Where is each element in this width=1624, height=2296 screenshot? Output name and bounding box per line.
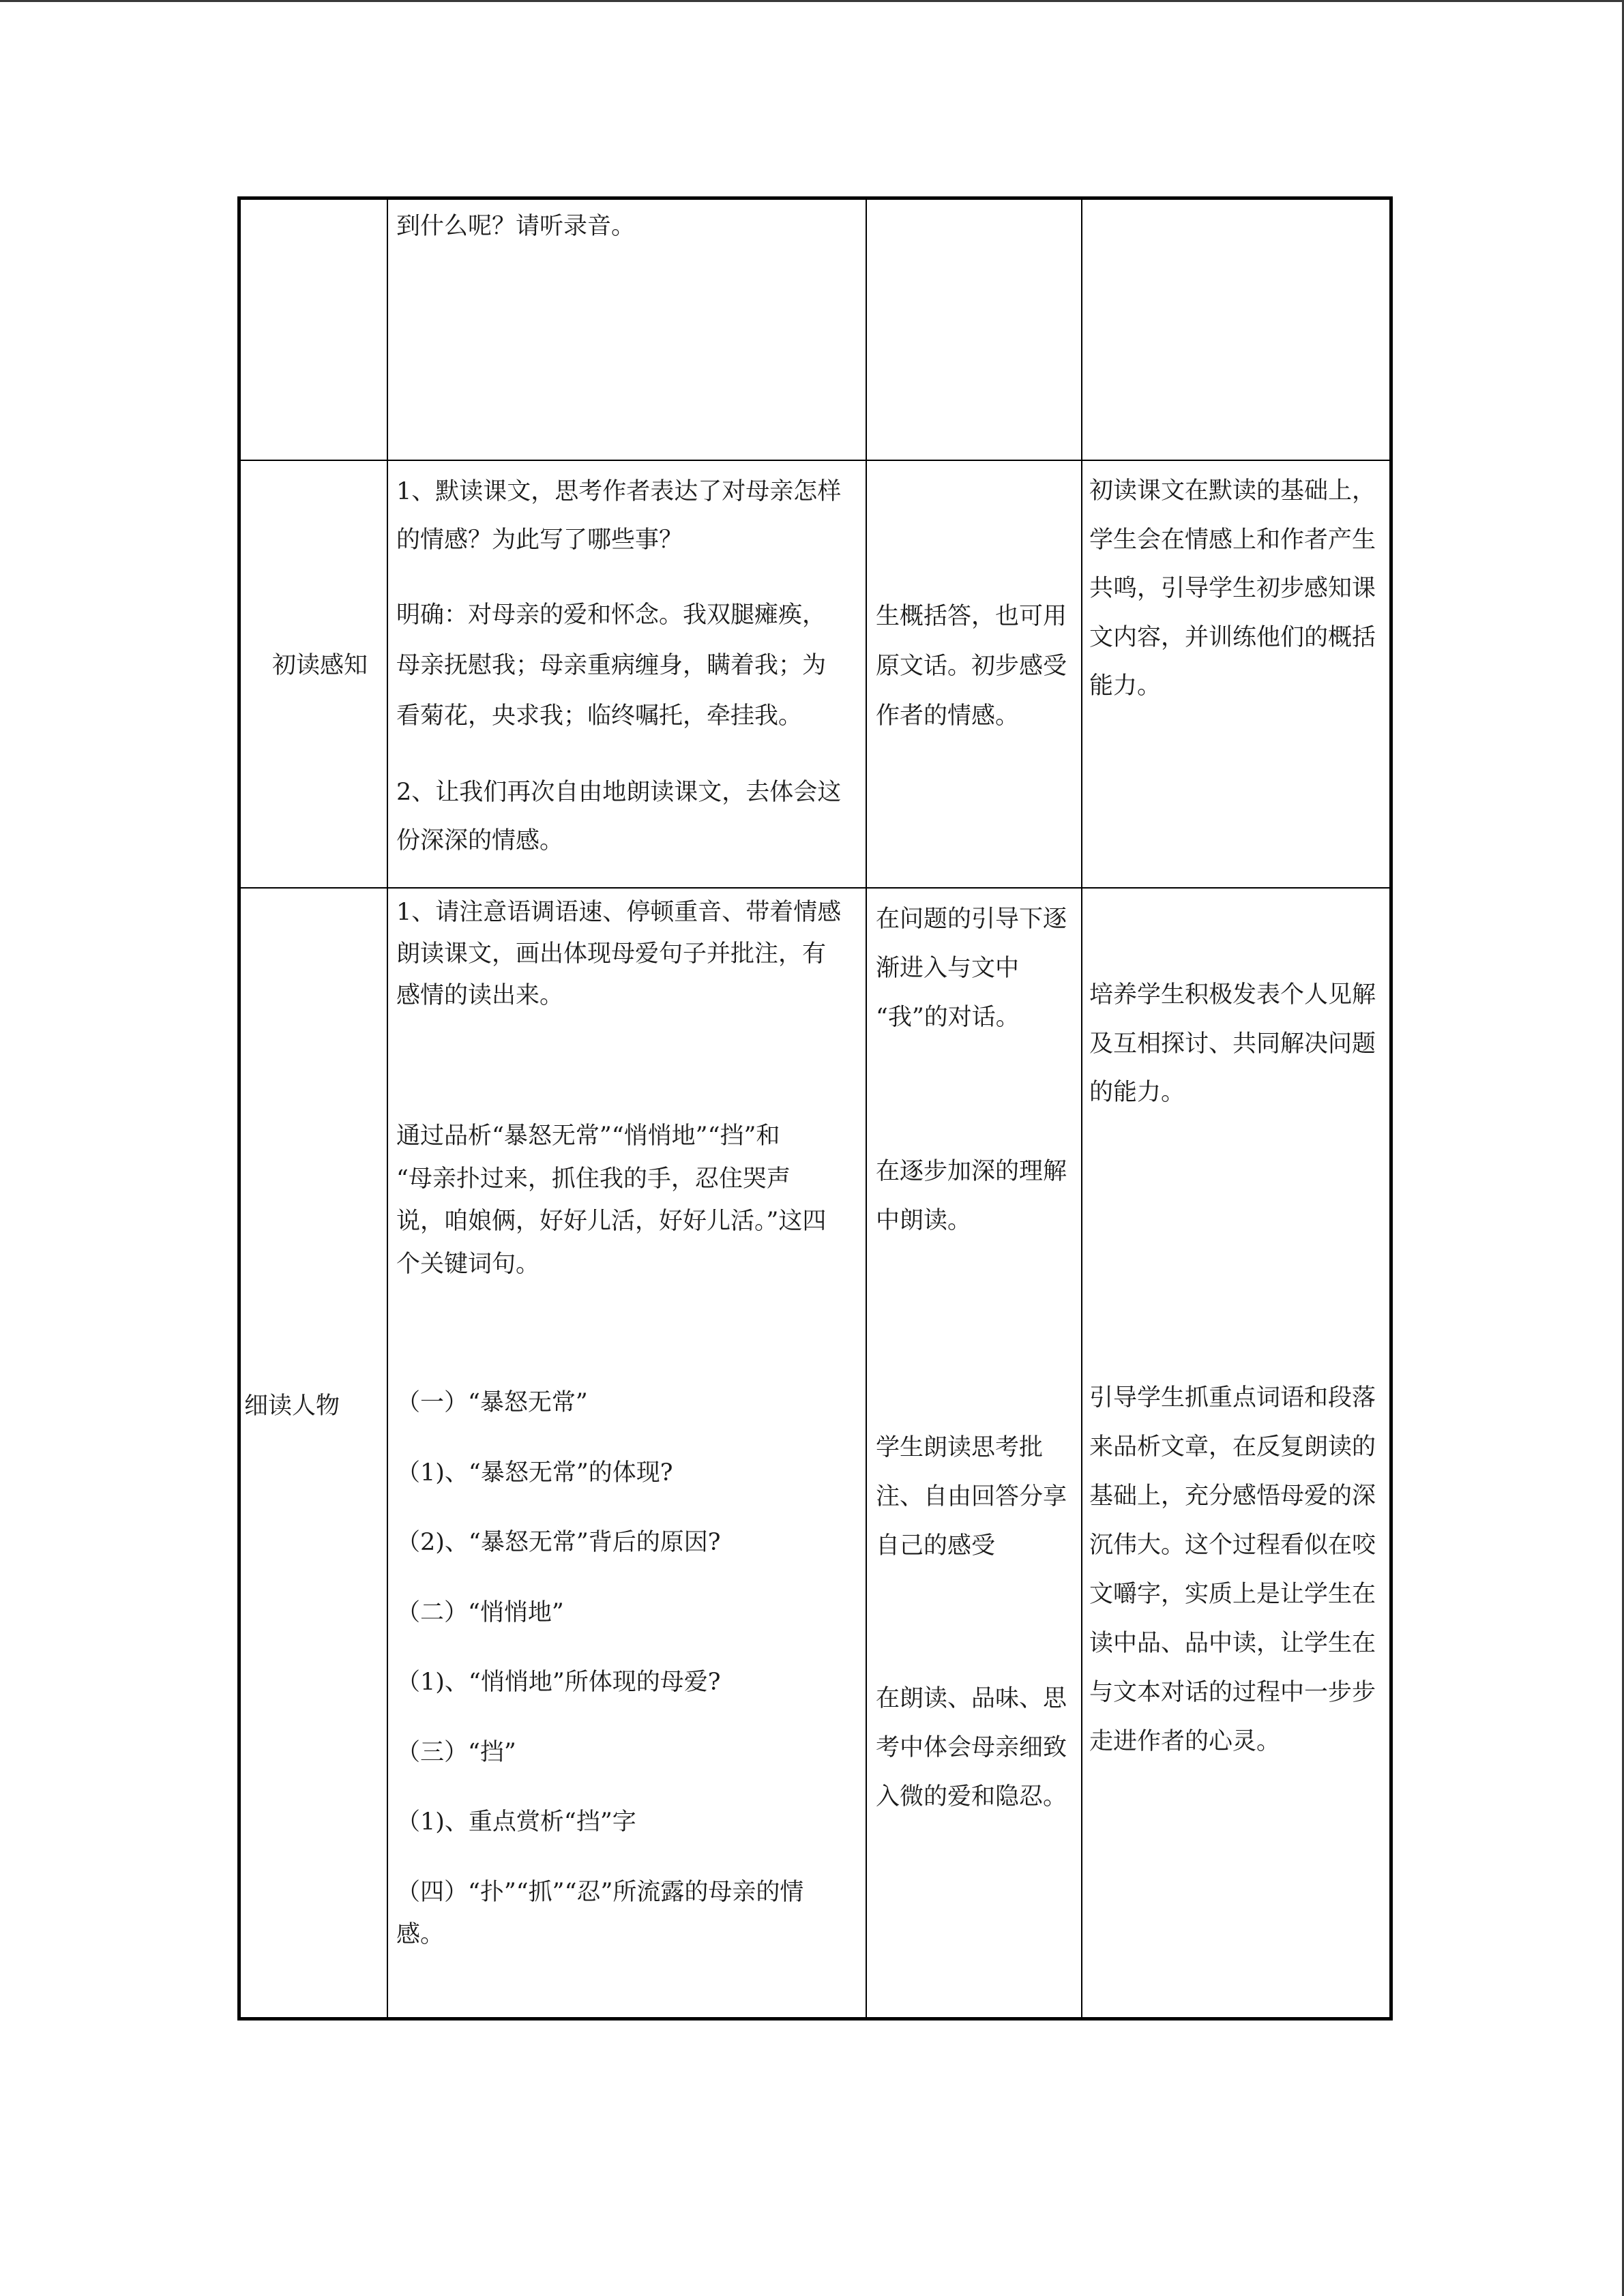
text-line: 引导学生抓重点词语和段落 <box>1089 1384 1376 1412</box>
text-line: 生概括答，也可用 <box>876 603 1067 630</box>
text-line: （2)、“暴怒无常”背后的原因? <box>396 1529 721 1556</box>
text-line: 细读人物 <box>244 1392 340 1420</box>
text-line: 感情的读出来。 <box>396 982 564 1009</box>
text-line: 注、自由回答分享 <box>876 1483 1067 1510</box>
text-line: 通过品析“暴怒无常”“悄悄地”“挡”和 <box>396 1122 780 1150</box>
outline-item <box>396 1592 803 1634</box>
paragraph <box>1089 1373 1376 1766</box>
text-line: 初读课文在默读的基础上， <box>1089 477 1376 505</box>
text-line: （1)、“暴怒无常”的体现? <box>396 1459 673 1487</box>
outline-item <box>396 1731 803 1774</box>
text-line: （一）“暴怒无常” <box>396 1389 588 1416</box>
text-line: （二）“悄悄地” <box>396 1598 564 1626</box>
text-line: “我”的对话。 <box>876 1004 1020 1031</box>
text-line: （1)、“悄悄地”所体现的母爱? <box>396 1669 721 1696</box>
text-line: 自己的感受 <box>876 1532 996 1560</box>
text-line: 基础上，充分感悟母爱的深 <box>1089 1482 1376 1510</box>
text-line: 感。 <box>396 1920 445 1948</box>
text-line: （三）“挡” <box>396 1738 516 1766</box>
text-line: 在朗读、品味、思 <box>876 1685 1067 1712</box>
lesson-plan-table <box>237 196 1393 2021</box>
outline-item <box>396 1452 803 1494</box>
text-line: 沉伟大。这个过程看似在咬 <box>1089 1532 1376 1559</box>
text-line: 入微的爱和隐忍。 <box>876 1783 1067 1810</box>
stage-cell <box>237 887 387 2021</box>
paragraph <box>396 590 826 741</box>
activity-cell <box>387 460 866 887</box>
outline-item <box>396 1871 803 1956</box>
text-line: 文内容，并训练他们的概括 <box>1089 623 1376 651</box>
text-line: （四）“扑”“抓”“忍”所流露的母亲的情 <box>396 1878 804 1906</box>
text-line: 培养学生积极发表个人见解 <box>1089 981 1376 1009</box>
outline-item <box>396 1801 803 1843</box>
text-line: 读中品、品中读，让学生在 <box>1089 1630 1376 1657</box>
text-line: 朗读课文，画出体现母爱句子并批注，有 <box>396 940 827 968</box>
paragraph <box>876 1674 1067 1821</box>
stage-cell <box>237 460 387 887</box>
paragraph <box>1089 467 1376 711</box>
text-line: 到什么呢？请听录音。 <box>396 213 636 240</box>
paragraph <box>396 1115 826 1285</box>
text-line: 个关键词句。 <box>396 1250 540 1278</box>
text-line: 原文话。初步感受 <box>876 653 1067 680</box>
paragraph <box>876 1147 1067 1245</box>
activity-cell <box>387 887 866 2021</box>
paragraph <box>396 892 841 1017</box>
text-line: 中朗读。 <box>876 1207 972 1234</box>
text-line: 份深深的情感。 <box>396 827 564 854</box>
paragraph <box>396 468 841 565</box>
analysis-outline <box>396 1382 803 1983</box>
purpose-cell <box>1081 460 1393 887</box>
text-line: 看菊花，央求我；临终嘱托，牵挂我。 <box>396 702 803 730</box>
text-line: 母亲抚慰我；母亲重病缠身，瞒着我；为 <box>396 652 827 679</box>
stage-label <box>244 1382 340 1431</box>
text-line: （1)、重点赏析“挡”字 <box>396 1808 636 1836</box>
paragraph <box>876 1423 1067 1570</box>
outline-item <box>396 1521 803 1564</box>
text-line: 初读感知 <box>272 652 368 679</box>
paragraph <box>876 592 1067 741</box>
text-line: 作者的情感。 <box>876 702 1020 730</box>
purpose-cell <box>1081 196 1393 460</box>
outline-item <box>396 1661 803 1703</box>
paragraph <box>1089 971 1376 1118</box>
text-line: 与文本对话的过程中一步步 <box>1089 1679 1376 1706</box>
text-line: 来品析文章，在反复朗读的 <box>1089 1433 1376 1461</box>
text-line: 的情感？为此写了哪些事？ <box>396 526 683 554</box>
text-line: 及互相探讨、共同解决问题 <box>1089 1030 1376 1058</box>
student-cell <box>866 196 1081 460</box>
activity-cell <box>387 196 866 460</box>
text-line: 明确：对母亲的爱和怀念。我双腿瘫痪， <box>396 601 827 629</box>
text-line: 学生朗读思考批 <box>876 1434 1044 1461</box>
paragraph <box>876 895 1067 1042</box>
stage-cell <box>237 196 387 460</box>
text-line: 走进作者的心灵。 <box>1089 1728 1281 1755</box>
student-cell <box>866 887 1081 2021</box>
text-line: 能力。 <box>1089 672 1162 700</box>
text-line: 在问题的引导下逐 <box>876 906 1067 933</box>
text-line: “母亲扑过来，抓住我的手，忍住哭声 <box>396 1165 791 1193</box>
text-line: 说，咱娘俩，好好儿活，好好儿活。”这四 <box>396 1208 827 1235</box>
text-line: 考中体会母亲细致 <box>876 1734 1067 1761</box>
text-line: 1、请注意语调语速、停顿重音、带着情感 <box>396 899 842 926</box>
stage-label <box>272 642 368 690</box>
text-line: 在逐步加深的理解 <box>876 1158 1067 1185</box>
text-line: 1、默读课文，思考作者表达了对母亲怎样 <box>396 478 842 505</box>
text-line: 文嚼字，实质上是让学生在 <box>1089 1581 1376 1608</box>
purpose-cell <box>1081 887 1393 2021</box>
student-cell <box>866 460 1081 887</box>
text-line: 2、让我们再次自由地朗读课文，去体会这 <box>396 779 842 806</box>
text-line: 共鸣，引导学生初步感知课 <box>1089 575 1376 602</box>
outline-item <box>396 1382 803 1424</box>
text-line: 渐进入与文中 <box>876 955 1020 982</box>
paragraph <box>396 203 635 251</box>
paragraph <box>396 769 841 865</box>
text-line: 的能力。 <box>1089 1079 1185 1106</box>
text-line: 学生会在情感上和作者产生 <box>1089 526 1376 554</box>
